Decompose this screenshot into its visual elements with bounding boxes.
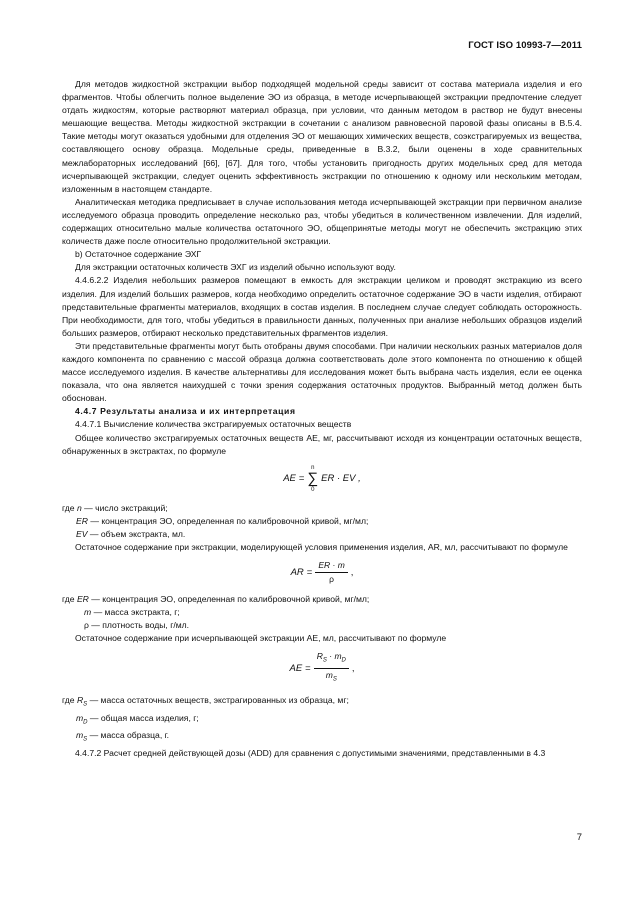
formula-lhs: AE xyxy=(289,663,303,675)
document-body xyxy=(62,78,582,760)
fraction-denominator: ρ xyxy=(329,574,334,585)
formula-ae-exhaustive xyxy=(62,651,582,685)
fraction-denominator: $m_S$ xyxy=(325,670,337,683)
fraction xyxy=(315,560,347,585)
page-number: 7 xyxy=(576,832,582,843)
definition-item: где n — число экстракций; xyxy=(62,502,168,513)
subsection-b: b) Остаточное содержание ЭХГ xyxy=(75,249,202,260)
definition-item: $m_S$ — масса образца, г. xyxy=(76,730,170,744)
definitions-1 xyxy=(62,502,582,541)
definition-item: где $R_S$ — масса остаточных веществ, экстрагированных из образца, мг; xyxy=(62,694,349,708)
formula-ar xyxy=(62,560,582,585)
section-heading: 4.4.7 Результаты анализа и их интерпретация xyxy=(75,406,296,417)
paragraph: 4.4.7.2 Расчет средней действующей дозы (ADD) для сравнения с допустимыми значениями, представленными в 4.3 xyxy=(75,748,546,759)
fraction-numerator: $R_S \cdot m_D$ xyxy=(314,651,349,669)
paragraph: Для методов жидкостной экстракции выбор подходящей модельной среды зависит от состава материала изделия и его фрагментов. Чтобы облегчить полное выделение ЭО из образца, в методе исчерпывающей экстракции предпочтение следует отдать жидкостям, которые растворяют материал образца, при условии, что данным методом в раствор не будут внесены мешающие вещества. Методы жидкостной экстракции в сочетании с анализом равновесной паровой фазы описаны в В.5.4. Такие методы могут оказаться удобными для отделения ЭО от мешающих химических веществ, соэкстрагируемых из вещества, составляющего основу образца. Модельные среды, приведенные в В.3.2, были оценены в ходе сравнительных межлабораторных исследований [66], [67]. Для того, чтобы установить пригодность других модельных сред для метода исчерпывающей экстракции, следует оценить эффективность экстракции по отношению к одному или нескольким методам, изложенным в настоящем стандарте. xyxy=(62,79,582,194)
paragraph: Эти представительные фрагменты могут быть отобраны двумя способами. При наличии нескольких разных материалов доля каждого компонента по сравнению с массой образца должна соответствовать доле этого компонента по отношению к общей массе исследуемого изделия. В качестве альтернативы для исследования может быть выбрана часть изделия, если ее оценка показала, что она является наихудшей с точки зрения содержания остаточных продуктов. Выбранный метод должен быть обоснован. xyxy=(62,340,582,404)
formula-lhs: AE xyxy=(283,473,296,485)
definition-item: где ER — концентрация ЭО, определенная по калибровочной кривой, мг/мл; xyxy=(62,594,370,605)
formula-eq: = xyxy=(305,663,311,675)
definition-item: ER — концентрация ЭО, определенная по калибровочной кривой, мг/мл; xyxy=(76,515,369,526)
definition-item: EV — объем экстракта, мл. xyxy=(76,528,186,539)
formula-lhs: AR xyxy=(290,567,304,579)
sigma-icon: ∑ xyxy=(307,469,319,487)
formula-tail: , xyxy=(351,663,355,675)
paragraph: 4.4.6.2.2 Изделия небольших размеров помещают в емкость для экстракции целиком и проводят экстракцию из всего изделия. Для изделий больших размеров, когда необходимо определить остаточное содержание ЭО в части изделия, отбирают представительные фрагменты материалов, входящих в состав изделия. В последнем случае следует соблюдать осторожность. При необходимости, для того, чтобы убедиться в правильности данных, полученных при анализе небольших образцов изделий больших размеров, отбирают несколько представительных фрагментов изделия. xyxy=(62,275,582,338)
sum-upper: n xyxy=(311,464,315,471)
subsection-heading: 4.4.7.1 Вычисление количества экстрагируемых остаточных веществ xyxy=(75,419,352,430)
definitions-2 xyxy=(62,593,582,632)
paragraph: Аналитическая методика предписывает в случае использования метода исчерпывающей экстракции при первичном анализе исследуемого образца проводить определение несколько раз, чтобы убедиться в количественном извлечении. Для изделий, содержащих относительно малые количества остаточного ЭО, общепринятые методы могут не обеспечить экстракцию этих количеств даже после относительно продолжительной экстракции. xyxy=(62,196,582,247)
sum-lower: 0 xyxy=(311,486,315,493)
paragraph: Для экстракции остаточных количеств ЭХГ из изделий обычно используют воду. xyxy=(75,262,396,273)
fraction xyxy=(314,651,349,685)
formula-tail: , xyxy=(350,567,354,579)
definitions-3 xyxy=(62,694,582,747)
formula-rhs: ER · EV , xyxy=(321,473,361,485)
formula-ae-sum xyxy=(62,464,582,494)
definition-item: ρ — плотность воды, г/мл. xyxy=(84,620,190,631)
standard-header: ГОСТ ISO 10993-7—2011 xyxy=(468,40,582,51)
formula-eq: = xyxy=(298,473,305,485)
paragraph: Общее количество экстрагируемых остаточных веществ AE, мг, рассчитывают исходя из концентрации остаточных веществ, обнаруженных в экстрактах, по формуле xyxy=(62,432,582,456)
sum-symbol xyxy=(307,464,318,494)
paragraph: Остаточное содержание при экстракции, моделирующей условия применения изделия, AR, мл, рассчитывают по формуле xyxy=(75,542,568,552)
definition-item: $m_D$ — общая масса изделия, г; xyxy=(76,712,199,726)
paragraph: Остаточное содержание при исчерпывающей экстракции AE, мл, рассчитывают по формуле xyxy=(75,633,447,644)
definition-item: m — масса экстракта, г; xyxy=(84,607,180,618)
fraction-numerator: ER · m xyxy=(315,560,347,573)
formula-eq: = xyxy=(306,567,313,579)
